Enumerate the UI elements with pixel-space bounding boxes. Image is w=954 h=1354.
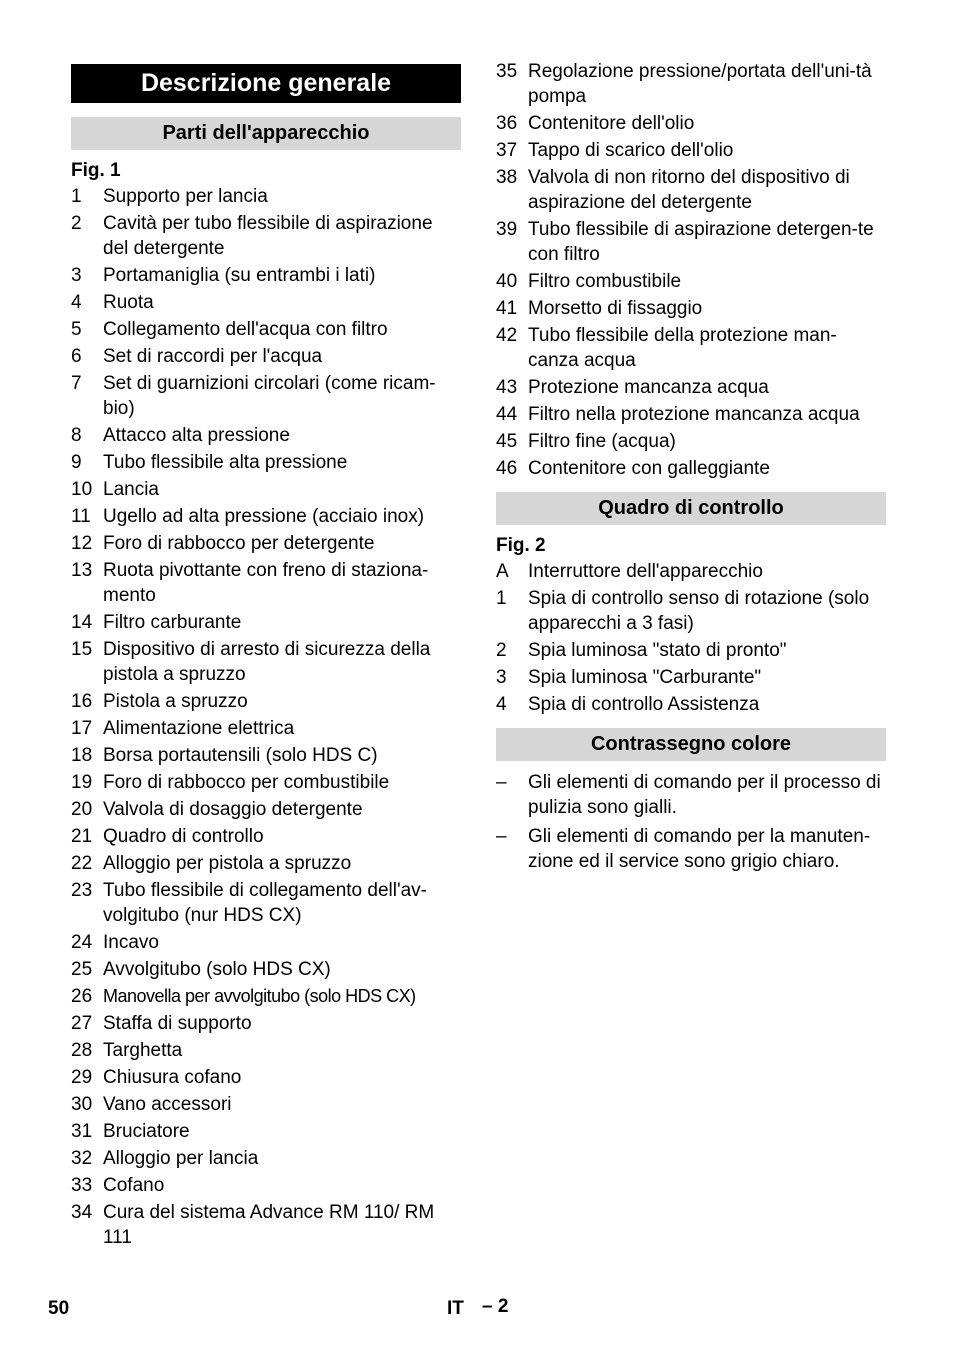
- list-item: 5 Collegamento dell'acqua con filtro: [71, 319, 388, 340]
- list-item: A Interruttore dell'apparecchio: [496, 561, 763, 582]
- list-item: 6 Set di raccordi per l'acqua: [71, 346, 323, 367]
- list-item: 22 Alloggio per pistola a spruzzo: [71, 853, 352, 874]
- list-item: 2 Spia luminosa "stato di pronto": [496, 640, 787, 661]
- list-item: 34 Cura del sistema Advance RM 110/ RM 111: [71, 1202, 435, 1248]
- list-item: 25 Avvolgitubo (solo HDS CX): [71, 959, 331, 980]
- section-heading-control-panel: Quadro di controllo: [496, 492, 886, 525]
- list-item: 27 Staffa di supporto: [71, 1013, 252, 1034]
- fig-label: Fig. 2: [496, 535, 546, 556]
- list-item: 44 Filtro nella protezione mancanza acqua: [496, 404, 860, 425]
- control-panel-list: [496, 559, 886, 719]
- section-heading-color-code: Contrassegno colore: [496, 728, 886, 761]
- list-item: – Gli elementi di comando per il processo di pulizia sono gialli.: [496, 772, 881, 818]
- list-item: 1 Supporto per lancia: [71, 186, 268, 207]
- color-code-list: [496, 770, 886, 878]
- list-item: 36 Contenitore dell'olio: [496, 113, 695, 134]
- list-item: 31 Bruciatore: [71, 1121, 190, 1142]
- list-item: 43 Protezione mancanza acqua: [496, 377, 769, 398]
- list-item: 16 Pistola a spruzzo: [71, 691, 248, 712]
- list-item: 37 Tappo di scarico dell'olio: [496, 140, 734, 161]
- list-item: 8 Attacco alta pressione: [71, 425, 290, 446]
- parts-list-continued: [496, 59, 886, 483]
- list-item: 4 Spia di controllo Assistenza: [496, 694, 760, 715]
- section-heading-parts: Parti dell'apparecchio: [71, 117, 461, 150]
- language-code: IT: [447, 1298, 464, 1319]
- page-title: Descrizione generale: [71, 64, 461, 103]
- list-item: 2 Cavità per tubo flessibile di aspirazione del detergente: [71, 213, 433, 259]
- list-item: 4 Ruota: [71, 292, 154, 313]
- list-item: 1 Spia di controllo senso di rotazione (solo apparecchi a 3 fasi): [496, 588, 870, 634]
- list-item: 41 Morsetto di fissaggio: [496, 298, 703, 319]
- list-item: 3 Portamaniglia (su entrambi i lati): [71, 265, 376, 286]
- list-item: 35 Regolazione pressione/portata dell'uni-tà pompa: [496, 61, 872, 107]
- list-item: 13 Ruota pivottante con freno di staziona-mento: [71, 560, 429, 606]
- list-item: 12 Foro di rabbocco per detergente: [71, 533, 375, 554]
- list-item: 15 Dispositivo di arresto di sicurezza della pistola a spruzzo: [71, 639, 431, 685]
- list-item: 28 Targhetta: [71, 1040, 183, 1061]
- list-item: 11 Ugello ad alta pressione (acciaio inox): [71, 506, 425, 527]
- list-item: 24 Incavo: [71, 932, 159, 953]
- list-item: 32 Alloggio per lancia: [71, 1148, 259, 1169]
- list-item: 45 Filtro fine (acqua): [496, 431, 676, 452]
- list-item: 21 Quadro di controllo: [71, 826, 264, 847]
- list-item: 40 Filtro combustibile: [496, 271, 682, 292]
- list-item: 9 Tubo flessibile alta pressione: [71, 452, 348, 473]
- list-item: 18 Borsa portautensili (solo HDS C): [71, 745, 378, 766]
- list-item: 46 Contenitore con galleggiante: [496, 458, 770, 479]
- list-item: 38 Valvola di non ritorno del dispositivo di aspirazione del detergente: [496, 167, 850, 213]
- list-item: 23 Tubo flessibile di collegamento dell'av-volgitubo (nur HDS CX): [71, 880, 427, 926]
- list-item: 30 Vano accessori: [71, 1094, 232, 1115]
- section-page-number: – 2: [482, 1296, 509, 1317]
- page-number: 50: [48, 1298, 70, 1319]
- list-item: 7 Set di guarnizioni circolari (come ricam-bio): [71, 373, 436, 419]
- list-item: 39 Tubo flessibile di aspirazione detergen-te con filtro: [496, 219, 874, 265]
- list-item: – Gli elementi di comando per la manuten-zione ed il service sono grigio chiaro.: [496, 826, 871, 872]
- list-item: 29 Chiusura cofano: [71, 1067, 242, 1088]
- list-item: 42 Tubo flessibile della protezione man-canza acqua: [496, 325, 837, 371]
- list-item: 20 Valvola di dosaggio detergente: [71, 799, 363, 820]
- list-item: 19 Foro di rabbocco per combustibile: [71, 772, 390, 793]
- fig-label: Fig. 1: [71, 160, 121, 181]
- list-item: 26 Manovella per avvolgitubo (solo HDS CX): [71, 986, 416, 1007]
- list-item: 33 Cofano: [71, 1175, 165, 1196]
- list-item: 17 Alimentazione elettrica: [71, 718, 295, 739]
- parts-list: [71, 184, 461, 1252]
- list-item: 14 Filtro carburante: [71, 612, 242, 633]
- list-item: 3 Spia luminosa "Carburante": [496, 667, 762, 688]
- list-item: 10 Lancia: [71, 479, 159, 500]
